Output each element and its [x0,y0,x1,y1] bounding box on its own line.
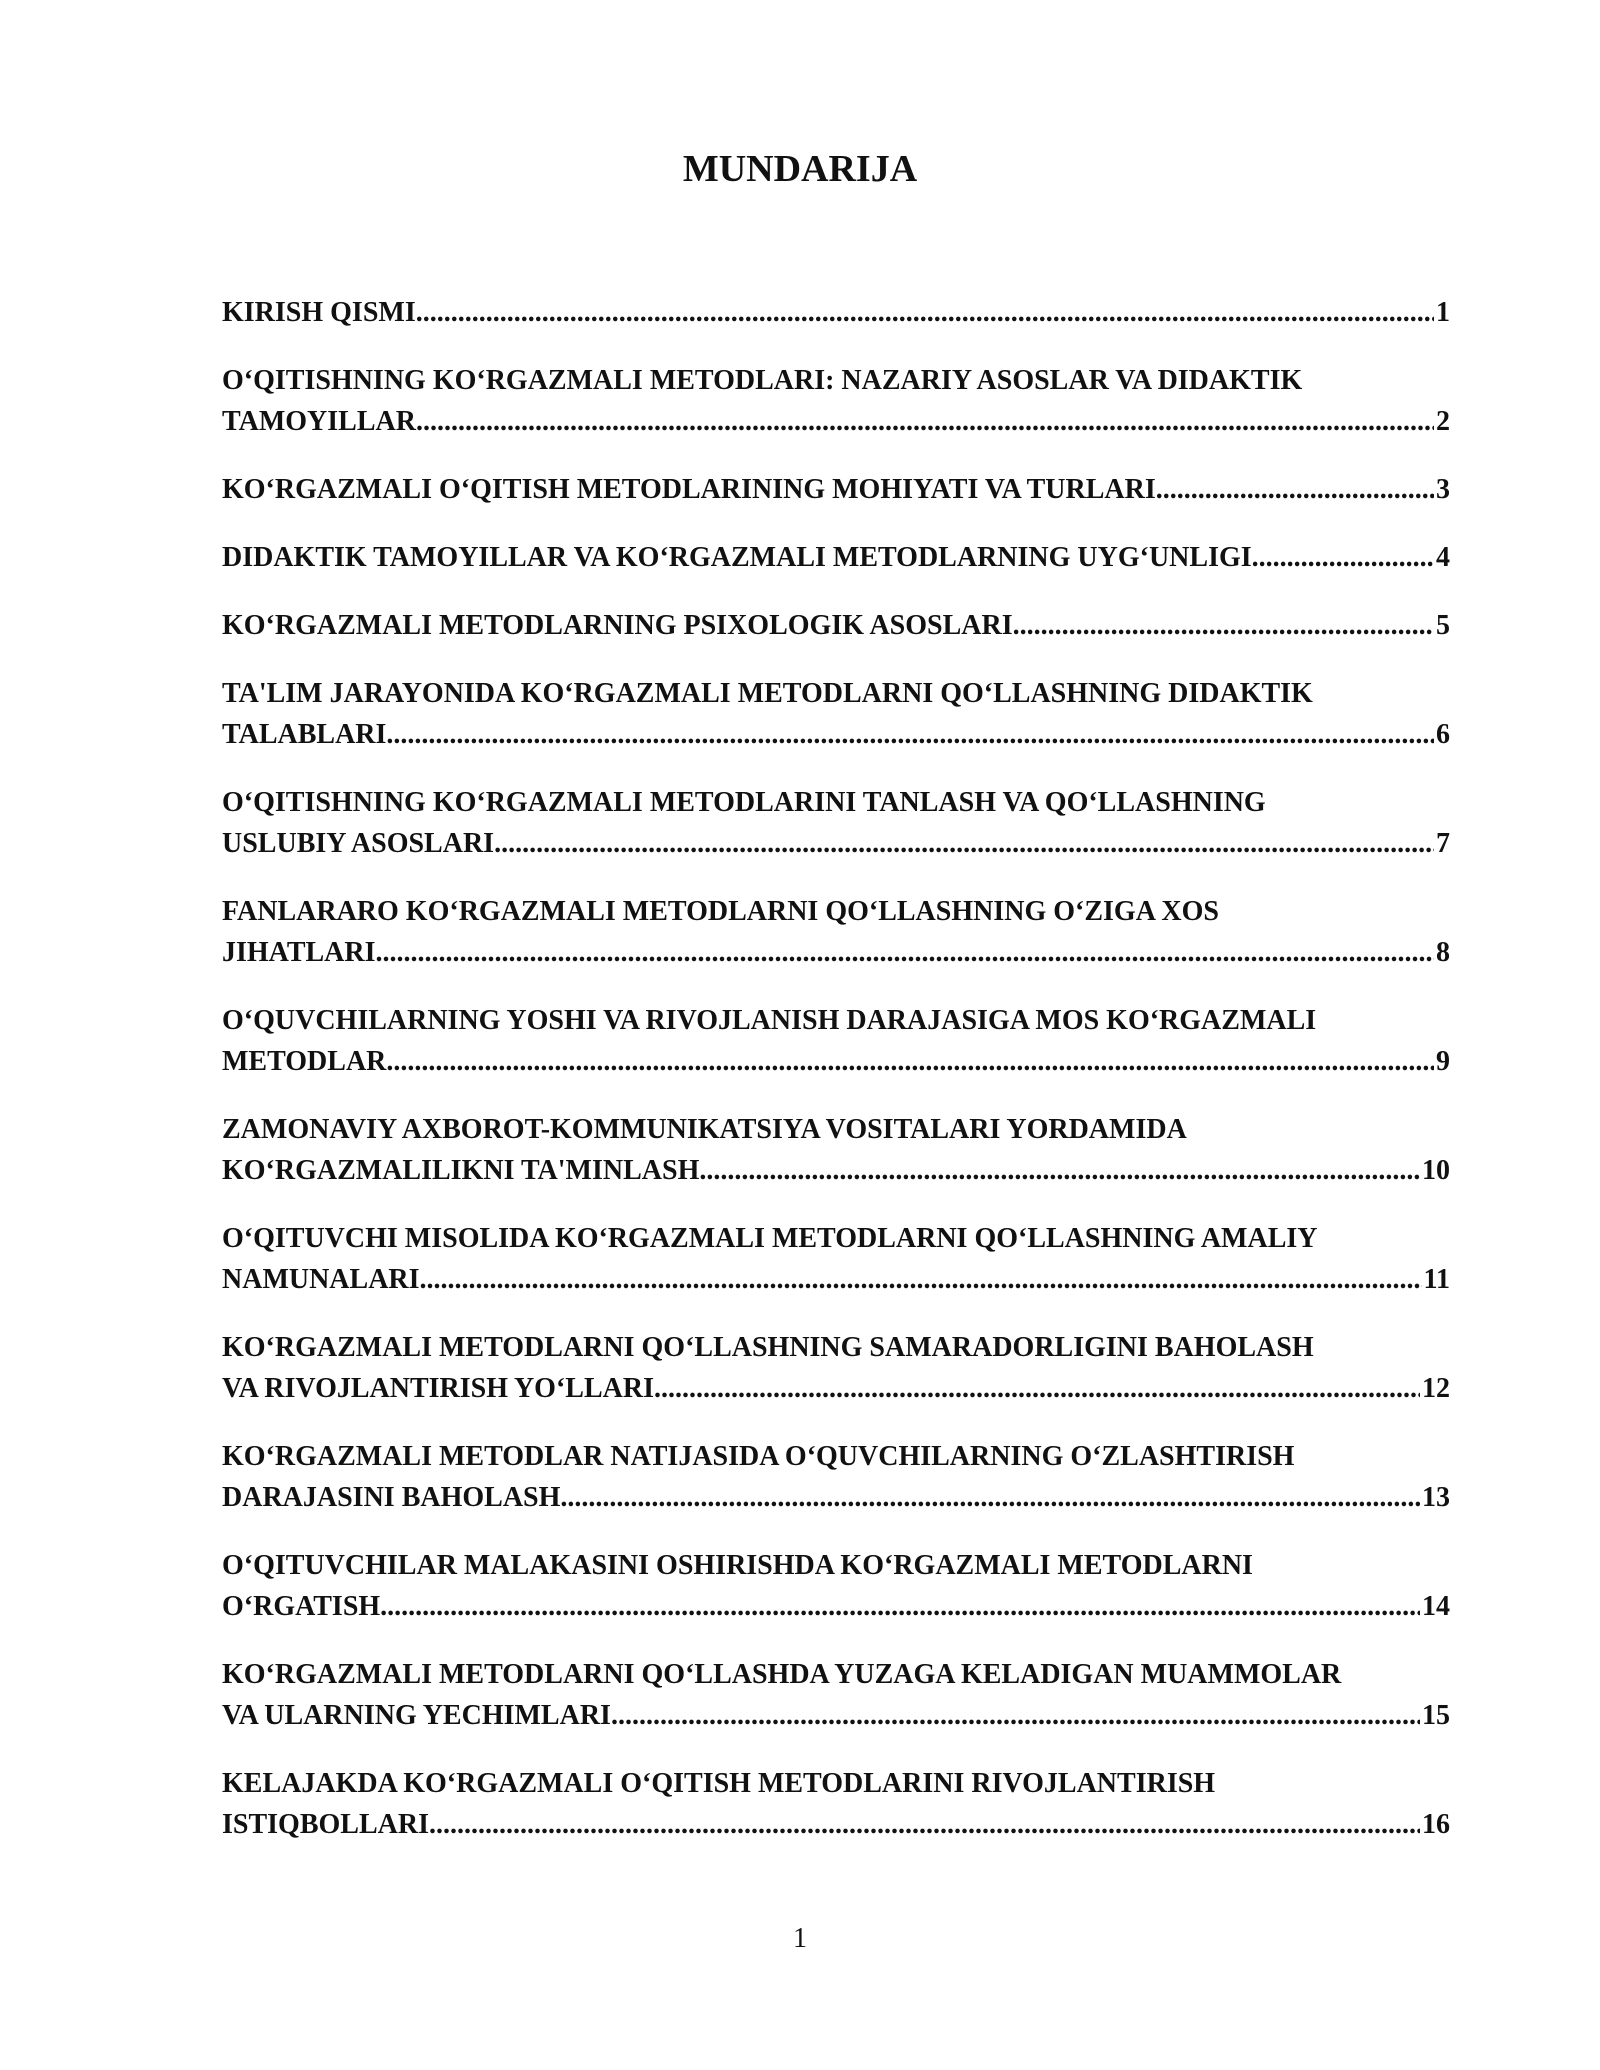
toc-page-number: 4 [1436,542,1450,573]
toc-entry-line [222,891,1450,932]
toc-entry-last-line [222,469,1450,510]
toc-entry[interactable] [222,537,1450,578]
toc-entry-text: VA RIVOJLANTIRISH YO‘LLARI [222,1373,654,1404]
toc-page-number: 7 [1436,828,1450,859]
toc-entry[interactable] [222,1436,1450,1518]
toc-entry-text: KO‘RGAZMALILIKNI TA'MINLASH [222,1155,700,1186]
toc-dot-leader [654,1368,1420,1409]
toc-page-number: 10 [1422,1155,1450,1186]
toc-dot-leader [386,714,1434,755]
toc-entry-text: USLUBIY ASOSLARI [222,828,495,859]
toc-dot-leader [416,401,1434,442]
page-number: 1 [793,1923,807,1954]
toc-entry-line [222,673,1450,714]
toc-entry-text: TAMOYILLAR [222,406,416,437]
toc-entry[interactable] [222,605,1450,646]
toc-entry-line [222,1109,1450,1150]
toc-entry-last-line [222,823,1450,864]
toc-page-number: 11 [1423,1264,1450,1295]
toc-entry-text: ISTIQBOLLARI [222,1809,429,1840]
toc-page-number: 13 [1422,1482,1450,1513]
toc-entry-text: KO‘RGAZMALI METODLAR NATIJASIDA O‘QUVCHILARNING O‘ZLASHTIRISH [222,1441,1295,1472]
toc-dot-leader [380,1586,1420,1627]
toc-page-number: 8 [1436,937,1450,968]
toc-entry-text: KO‘RGAZMALI METODLARNI QO‘LLASHNING SAMARADORLIGINI BAHOLASH [222,1332,1314,1363]
toc-dot-leader [416,292,1434,333]
toc-entry-text: O‘QITUVCHILAR MALAKASINI OSHIRISHDA KO‘RGAZMALI METODLARNI [222,1550,1253,1581]
toc-dot-leader [420,1259,1422,1300]
toc-entry-text: NAMUNALARI [222,1264,420,1295]
toc-page-number: 15 [1422,1700,1450,1731]
toc-entry-last-line [222,1695,1450,1736]
toc-entry-text: KIRISH QISMI [222,297,416,328]
toc-entry-text: O‘QITUVCHI MISOLIDA KO‘RGAZMALI METODLARNI QO‘LLASHNING AMALIY [222,1223,1318,1254]
toc-entry[interactable] [222,360,1450,442]
toc-page-number: 5 [1436,610,1450,641]
toc-entry-last-line [222,401,1450,442]
toc-entry-text: JIHATLARI [222,937,376,968]
toc-dot-leader [376,932,1434,973]
toc-entry-line [222,1000,1450,1041]
toc-dot-leader [699,1150,1420,1191]
toc-entry-text: KO‘RGAZMALI O‘QITISH METODLARINING MOHIYATI VA TURLARI [222,474,1156,505]
toc-entry-last-line [222,1368,1450,1409]
toc-entry-text: TA'LIM JARAYONIDA KO‘RGAZMALI METODLARNI QO‘LLASHNING DIDAKTIK [222,678,1313,709]
toc-entry-last-line [222,1586,1450,1627]
toc-entry-line [222,1545,1450,1586]
toc-entry-last-line [222,1259,1450,1300]
toc-entry-text: DIDAKTIK TAMOYILLAR VA KO‘RGAZMALI METODLARNING UYG‘UNLIGI [222,542,1252,573]
toc-entry-text: O‘RGATISH [222,1591,381,1622]
toc-entry-text: O‘QUVCHILARNING YOSHI VA RIVOJLANISH DARAJASIGA MOS KO‘RGAZMALI [222,1005,1317,1036]
toc-entry-text: TALABLARI [222,719,387,750]
toc-page-number: 6 [1436,719,1450,750]
toc-page-number: 12 [1422,1373,1450,1404]
toc-dot-leader [386,1041,1434,1082]
toc-entry-line [222,782,1450,823]
toc-entry-text: DARAJASINI BAHOLASH [222,1482,561,1513]
toc-page-number: 9 [1436,1046,1450,1077]
toc-page-number: 16 [1422,1809,1450,1840]
toc-entry-last-line [222,714,1450,755]
toc-dot-leader [560,1477,1420,1518]
page-title: MUNDARIJA [682,148,918,190]
toc-dot-leader [1013,605,1434,646]
toc-entry[interactable] [222,1327,1450,1409]
toc-entry[interactable] [222,1654,1450,1736]
toc-entry[interactable] [222,891,1450,973]
toc-entry-last-line [222,1150,1450,1191]
toc-entry[interactable] [222,1218,1450,1300]
toc-entry-text: METODLAR [222,1046,387,1077]
toc-entry-line [222,1436,1450,1477]
toc-entry-last-line [222,292,1450,333]
toc-entry-text: O‘QITISHNING KO‘RGAZMALI METODLARINI TANLASH VA QO‘LLASHNING [222,787,1266,818]
toc-entry-line [222,1218,1450,1259]
toc-entry-last-line [222,605,1450,646]
toc-entry[interactable] [222,782,1450,864]
toc-entry-line [222,1327,1450,1368]
table-of-contents [222,292,1450,1872]
toc-entry-line [222,360,1450,401]
toc-entry[interactable] [222,292,1450,333]
toc-entry-text: O‘QITISHNING KO‘RGAZMALI METODLARI: NAZARIY ASOSLAR VA DIDAKTIK [222,365,1303,396]
toc-entry-last-line [222,1041,1450,1082]
toc-entry-text: KELAJAKDA KO‘RGAZMALI O‘QITISH METODLARINI RIVOJLANTIRISH [222,1768,1216,1799]
toc-entry[interactable] [222,673,1450,755]
toc-page-number: 1 [1436,297,1450,328]
toc-entry-text: KO‘RGAZMALI METODLARNI QO‘LLASHDA YUZAGA KELADIGAN MUAMMOLAR [222,1659,1342,1690]
toc-entry[interactable] [222,1545,1450,1627]
toc-entry-line [222,1654,1450,1695]
toc-entry-text: FANLARARO KO‘RGAZMALI METODLARNI QO‘LLASHNING O‘ZIGA XOS [222,896,1219,927]
toc-dot-leader [1156,469,1434,510]
toc-entry-last-line [222,932,1450,973]
toc-dot-leader [1252,537,1434,578]
toc-entry[interactable] [222,1000,1450,1082]
toc-page-number: 3 [1436,474,1450,505]
toc-page-number: 2 [1436,406,1450,437]
toc-entry[interactable] [222,469,1450,510]
toc-entry-last-line [222,1477,1450,1518]
toc-page-number: 14 [1422,1591,1450,1622]
toc-entry-text: KO‘RGAZMALI METODLARNING PSIXOLOGIK ASOSLARI [222,610,1013,641]
toc-dot-leader [429,1804,1420,1845]
toc-entry-line [222,1763,1450,1804]
toc-dot-leader [611,1695,1420,1736]
toc-dot-leader [494,823,1434,864]
toc-entry-last-line [222,1804,1450,1845]
toc-entry-text: ZAMONAVIY AXBOROT-KOMMUNIKATSIYA VOSITALARI YORDAMIDA [222,1114,1187,1145]
toc-entry[interactable] [222,1109,1450,1191]
toc-entry[interactable] [222,1763,1450,1845]
toc-entry-last-line [222,537,1450,578]
toc-entry-text: VA ULARNING YECHIMLARI [222,1700,611,1731]
